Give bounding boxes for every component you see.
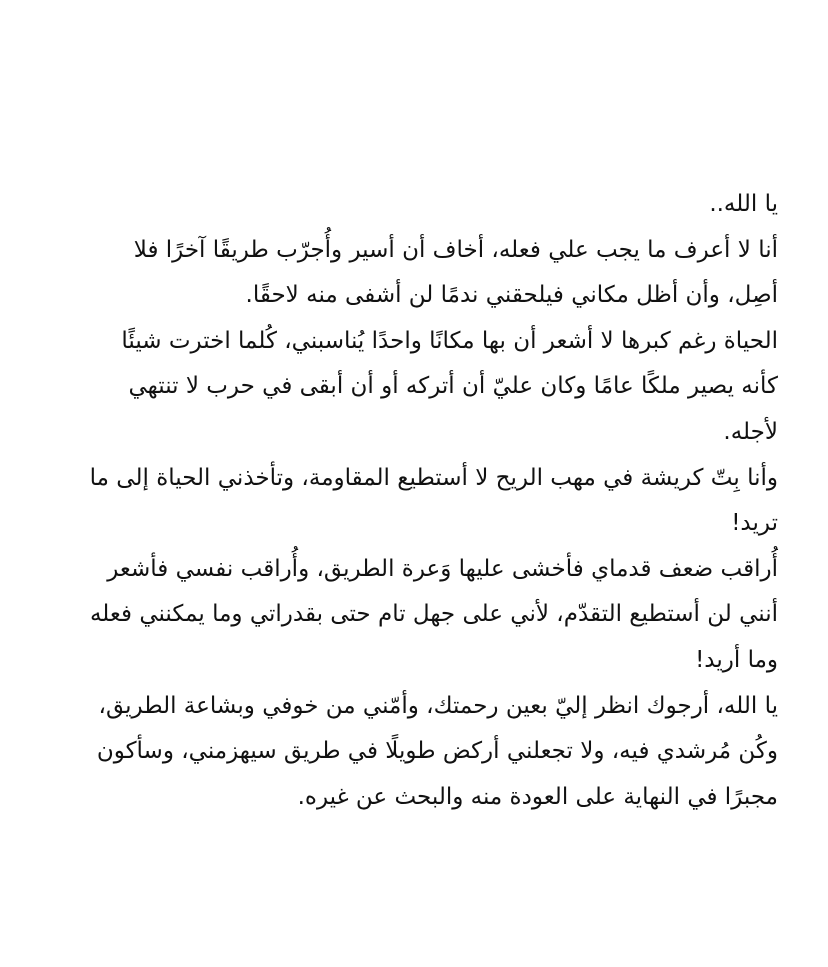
text-line-11: وما أريد!	[695, 646, 778, 673]
text-line-9: أُراقب ضعف قدماي فأخشى عليها وَعرة الطريق، وأُراقب نفسي فأشعر	[107, 555, 778, 582]
text-line-6: لأجله.	[723, 418, 778, 445]
text-line-12: يا الله، أرجوك انظر إليّ بعين رحمتك، وأمّني من خوفي وبشاعة الطريق،	[98, 692, 778, 719]
text-line-13: وكُن مُرشدي فيه، ولا تجعلني أركض طويلًا في طريق سيهزمني، وسأكون	[96, 738, 778, 765]
text-line-5: كأنه يصير ملكًا عامًا وكان عليّ أن أتركه أو أن أبقى في حرب لا تنتهي	[128, 373, 778, 400]
text-line-10: أنني لن أستطيع التقدّم، لأني على جهل تام حتى بقدراتي وما يمكنني فعله	[89, 601, 778, 628]
text-line-1: يا الله..	[709, 191, 778, 217]
text-line-14: مجبرًا في النهاية على العودة منه والبحث عن غيره.	[297, 783, 778, 810]
text-line-2: أنا لا أعرف ما يجب علي فعله، أخاف أن أسير وأُجرّب طريقًا آخرًا فلا	[133, 236, 778, 263]
text-line-3: أصِل، وأن أظل مكاني فيلحقني ندمًا لن أشفى منه لاحقًا.	[245, 282, 778, 309]
text-line-7: وأنا بِتّ كريشة في مهب الريح لا أستطيع المقاومة، وتأخذني الحياة إلى ما	[89, 464, 778, 491]
text-line-8: تريد!	[731, 510, 778, 537]
text-line-4: الحياة رغم كبرها لا أشعر أن بها مكانًا واحدًا يُناسبني، كُلما اخترت شيئًا	[121, 327, 778, 354]
prayer-text	[48, 182, 778, 820]
